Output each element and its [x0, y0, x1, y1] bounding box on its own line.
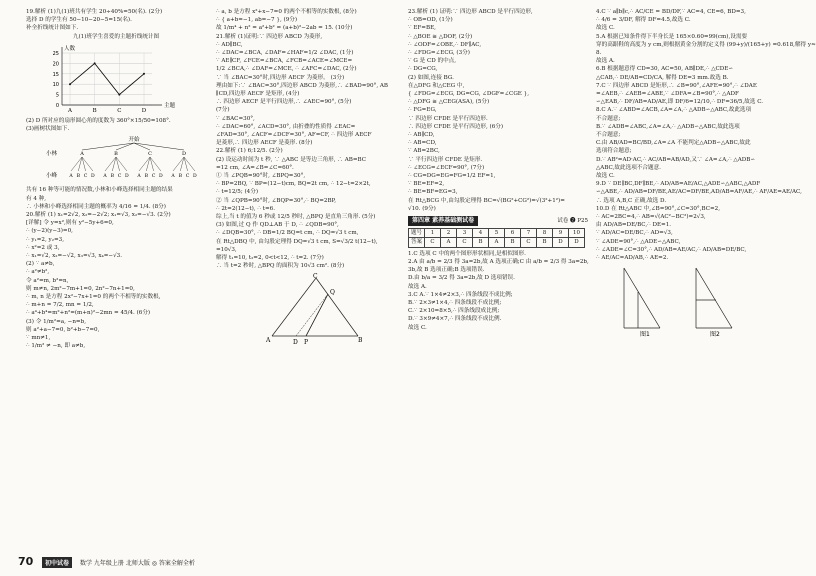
- text-line: ∵ G 是 CD 的中点,: [408, 58, 457, 65]
- data-point: [94, 62, 96, 64]
- table-cell: 1: [425, 229, 441, 238]
- text-line: 有 4 种,: [26, 195, 47, 202]
- text-line: 共有 16 种等可能的情况数,小林和小峰选择相同主题的结果: [26, 187, 173, 194]
- triangle-figure-svg: [266, 274, 366, 344]
- column-2: [216, 8, 400, 347]
- text-line: ∵ AE∥CF, ∠FCE=∠BCA, ∠FCB=∠ACE=∠MCE=: [216, 58, 353, 65]
- text-line: ∵ AB=2BC,: [408, 148, 440, 155]
- data-point: [118, 93, 120, 95]
- text-line: C.∵ 2×10=8×5,∴ 四条线段成比例;: [408, 308, 500, 315]
- text-line: 23.解析 (1) 证明:∵ 四边形 ABCD 是平行四边形,: [408, 9, 533, 15]
- text-line: ∴ 四边形 AECF 是平行四边形,∴ ∠AEC=90°, (5分): [216, 99, 352, 106]
- table-cell: 题号: [409, 229, 425, 238]
- figure-1: [616, 264, 676, 338]
- text-line: ∴ ∠DAC=60°, ∠ACD=30°, 由折叠的性质得 ∠EAC=: [216, 123, 356, 130]
- table-cell: 9: [553, 229, 569, 238]
- y-tick-label: 5: [55, 92, 59, 99]
- text-line: 综上,当 t 的值为 6 秒或 12/5 秒时, △BPQ 是直角三角形. (5分): [216, 214, 376, 221]
- text-line: ∴ a²≠b²,: [26, 269, 50, 276]
- text-line: 不合题意;: [596, 132, 621, 139]
- fig-label: B: [358, 336, 363, 344]
- fig-label: D: [293, 338, 298, 346]
- table-cell: 6: [505, 229, 521, 238]
- text-line: 故 1/m⁴ + n² = a²+b² = (a+b)²−2ab = 15. (10分): [216, 25, 353, 32]
- text-line: 9.D ∵ DE∥BC,DF∥BE,∴ AD/AB=AE/AC,△ADE∽△ABC,△ADF: [596, 181, 761, 188]
- text-line: 5.A 根据已知条件得下半身长是 165×0.60=99(cm),设需要: [596, 33, 748, 40]
- text-line: B.∵ 2×3≠1×4,∴ 四条线段不成比例;: [408, 299, 502, 306]
- text-line: D.∵ AB²=AD·AC,∴ AC/AB=AB/AD,又∵ ∠A=∠A,∴ △ADB∽: [596, 156, 756, 163]
- text-line: 故选 A.: [408, 283, 427, 290]
- text-line: ∴ m+n = 7/2, mn = 1/2,: [26, 302, 94, 309]
- fig-label: Q: [330, 288, 335, 296]
- text-line: ∴ ∠DQB=30°, ∴ DB=1/2 BQ=t cm, ∴ DQ=√3 t cm,: [216, 230, 359, 237]
- answer-table: [408, 228, 585, 247]
- text-line: ∴ AC=2BC=4,∴ AB=√(AC²−BC²)=2√3,: [596, 214, 706, 221]
- y-axis-label: 人数: [64, 45, 76, 52]
- text-line: (3)画树状图如下.: [26, 126, 70, 133]
- table-cell: B: [505, 238, 521, 247]
- text-line: (2) D 所对应的扇形圆心角的度数为 360°×15/50=108°.: [26, 117, 171, 124]
- text-line: △CAB,∴ DE/AB=CD/CA, 解得 DE=3 mm.故选 B.: [596, 74, 729, 81]
- text-line: 在 Rt△DBQ 中, 由勾股定理得 DQ=√3 t cm, S=√3/2 t(12−t),: [216, 238, 378, 245]
- page-footer: [0, 551, 800, 571]
- y-tick-label: 10: [52, 82, 59, 89]
- text-line: [详解] 令 y=x²,则有 y²−5y+6=0,: [26, 220, 114, 227]
- tree-node: D: [159, 174, 163, 180]
- text-line: D.∵ 3×9≠4×7,∴ 四条线段不成比例.: [408, 316, 502, 323]
- text-line: ∵ 平行四边形 CFDE 是矩形.: [408, 156, 483, 163]
- text-line: 故选 C.: [596, 25, 615, 32]
- text-line: ∵ mn≠1,: [26, 335, 51, 342]
- tree-node: C: [148, 151, 152, 158]
- tree-node: A: [171, 174, 175, 180]
- x-tick-label: A: [68, 107, 72, 114]
- text-line: =∠AEB,∴ ∠AEB=∠ABE,∵ ∠DFA=∠B=90°,∴ △ADF: [596, 91, 739, 98]
- text-line: ∴ y₁=2, y₂=3,: [26, 236, 64, 243]
- text-line: ∴ x²=2 或 3,: [26, 244, 60, 251]
- table-row: [409, 229, 585, 238]
- x-axis-label: 主题: [164, 102, 176, 109]
- y-tick-label: 25: [52, 50, 59, 57]
- tree-node: B: [144, 174, 148, 180]
- brand-badge: 初中试卷: [42, 557, 72, 568]
- table-cell: 3: [457, 229, 473, 238]
- text-line: ∴ 小林和小峰选择相同主题的概率为 4/16 = 1/4. (8分): [26, 203, 166, 210]
- text-line: 20.解析 (1) x₁=2√2, x₂=−2√2; x₁=√3, x₂=−√3. (2分): [26, 212, 171, 219]
- y-tick-label: 0: [55, 102, 59, 109]
- text-line: (2) 设运动时间为 t 秒, ∵ △ABC 是等边三角形, ∴ AB=BC: [216, 156, 367, 163]
- tree-row-label: 小峰: [46, 173, 58, 180]
- text-line: { ∠FDG=∠ECG, DG=CG, ∠DGF=∠CGE },: [408, 91, 530, 98]
- tree-node: C: [117, 174, 122, 180]
- section-header: [408, 216, 588, 226]
- text-line: ∴ DG=CG,: [408, 66, 438, 73]
- text-line: 故选 A.: [596, 58, 615, 65]
- table-cell: C: [425, 238, 441, 247]
- text-line: 选项符合题意;: [596, 148, 632, 155]
- column-1: [26, 8, 206, 350]
- data-point: [69, 83, 71, 85]
- text-line: D.由 b/a = 3/2 得 3a=2b,故 D 选项错误.: [408, 275, 515, 282]
- table-cell: 5: [489, 229, 505, 238]
- text-line: ∵ BE=EF=2,: [408, 181, 445, 188]
- text-line: 故选 C.: [596, 173, 615, 180]
- tree-branch: [82, 143, 134, 150]
- table-cell: 8: [537, 229, 553, 238]
- footer-text: 数学 九年级上册 北师大版 ◎ 答案全解全析: [80, 560, 195, 567]
- text-line: 解得 t₁=10, t₂=2, 0<t<12, ∴ t=2. (7分): [216, 255, 324, 262]
- table-cell: B: [537, 238, 553, 247]
- table-cell: C: [521, 238, 537, 247]
- text-line: ∴ 2t=2(12−t), ∴ t=6.: [216, 205, 275, 212]
- tree-node: B: [76, 174, 80, 180]
- text-line: 是菱形,∴ 四边形 AECF 是菱形. (8分): [216, 140, 313, 147]
- text-line: ∴ ∠ECG=∠ECF=90°, (7分): [408, 164, 485, 171]
- text-line: 在 Rt△BCG 中,由勾股定理得 BC=√(BG²+CG²)=√(3²+1²)=: [408, 197, 565, 204]
- table-cell: 7: [521, 229, 537, 238]
- text-line: ∠FAD=30°, ∠ACF=∠DCF=30°, AF=CF, ∴ 四边形 AECF: [216, 132, 372, 139]
- text-line: ∴ 1/m² ≠ −n, 即 a≠b,: [26, 343, 86, 350]
- fig-label: C: [313, 272, 318, 280]
- section-page-ref: 试卷 ➋ P25: [557, 218, 588, 225]
- text-line: 2.A 由 a/b = 2/3 得 3a=2b,故 A 选项正确;C 由 a/b = 2/3 得 3a=2b,: [408, 258, 589, 265]
- column-4: [596, 8, 816, 339]
- tree-row-label: 小林: [46, 151, 58, 158]
- tree-diagram: [46, 135, 206, 186]
- series-line: [70, 63, 144, 94]
- text-line: 选择 D 的学生有 50−10−20−5=15(名).: [26, 17, 132, 24]
- text-line: ∴ ∠DAC=∠BCA, ∠DAF=∠HAF=1/2 ∠DAC, (1分): [216, 50, 354, 57]
- text-line: ∵ ∠ADE=90°,∴ △ADE∽△ABC,: [596, 238, 681, 245]
- text-line: 令 a²=m, b²=n,: [26, 277, 69, 284]
- text-line: ∴ ∠ADE=∠C=30°,∴ AD/AB=AE/AC,∴ AD/AB=DE/BC,: [596, 246, 747, 253]
- text-line: (3) 如图,过 Q 作 QD⊥AB 于 D, ∴ ∠QDB=90°,: [216, 222, 339, 229]
- text-line: ∴ CG=DG=EG=FG=1/2 EF=1,: [408, 173, 496, 180]
- line-chart: [40, 43, 190, 117]
- text-line: ∴ 四边形 CFDE 是平行四边形, (6分): [408, 123, 504, 130]
- text-line: 在△DFG 和△CEG 中,: [408, 82, 465, 89]
- tree-node: A: [69, 174, 73, 180]
- data-point: [143, 73, 145, 75]
- tree-node: A: [137, 174, 141, 180]
- text-line: 1.C 选项 C 中的两个图形形状相同,是相似图形.: [408, 250, 526, 257]
- text-line: ∵ ∠BAC=30°,: [216, 115, 255, 122]
- y-tick-label: 15: [52, 71, 59, 78]
- text-line: (7分): [216, 107, 230, 114]
- text-line: ∴ △BOE ≅ △DOF, (2分): [408, 33, 473, 40]
- text-line: ∴ 当 t=2 秒时, △BPQ 的面积为 10√3 cm². (8分): [216, 263, 345, 270]
- tree-node: C: [151, 174, 156, 180]
- tree-node: D: [181, 151, 187, 158]
- text-line: ∴ t=12/5; (4分): [216, 189, 259, 196]
- text-line: 3.C A.∵ 1×4≠2×3,∴ 四条线段不成比例;: [408, 291, 513, 298]
- text-line: ∵ 当 ∠BAC=30°时,四边形 AECF 为菱形。 (3分): [216, 74, 345, 81]
- table-cell: C: [457, 238, 473, 247]
- text-line: 10.D 在 Rt△ABC 中,∠B=90°,∠C=30°,BC=2,: [596, 205, 721, 212]
- figure-caption: 图1: [640, 331, 650, 339]
- text-line: =12 cm, ∠A=∠B=∠C=60°.: [216, 164, 294, 171]
- text-line: ∴ AB=CD,: [408, 140, 437, 147]
- text-line: √10. (9分): [408, 205, 436, 212]
- text-line: 8.: [596, 50, 602, 57]
- table-cell: 4: [473, 229, 489, 238]
- text-line: 则 a²+a−7=0, b²+b−7=0,: [26, 326, 100, 333]
- text-line: 1/2 ∠BCA,∴ ∠DAF=∠MCE, ∴ ∠AFC=∠DAC, (2分): [216, 66, 357, 73]
- text-line: =10√3,: [216, 246, 237, 253]
- chart-caption: 九(1)班学生喜爱的主题折线统计图: [72, 33, 160, 40]
- x-tick-label: C: [117, 107, 122, 114]
- table-cell: D: [553, 238, 569, 247]
- tree-node: A: [80, 151, 84, 158]
- tree-node: D: [91, 174, 95, 180]
- tree-node: B: [110, 174, 114, 180]
- text-line: ∴ AD∥BC,: [216, 41, 243, 48]
- text-line: 故选 C.: [408, 324, 427, 331]
- tree-node: B: [114, 151, 118, 158]
- text-line: 不合题意;: [596, 115, 621, 122]
- text-line: 由 AD/AB=DE/BC,∴ DE=1.: [596, 222, 672, 229]
- line-chart-svg: [40, 43, 190, 117]
- text-line: ∴ m, n 是方程 2x²−7x+1=0 的两个不相等的实数根,: [26, 294, 161, 301]
- table-cell: B: [473, 238, 489, 247]
- text-line: ∥CD,四边形 AECF 是矩形, (4分): [216, 91, 300, 98]
- text-line: ∴ △DFG ≅ △CEG(ASA), (5分): [408, 99, 490, 106]
- table-row: [409, 238, 585, 247]
- text-line: ∴ { a+b=−1, ab=−7 }, (9分): [216, 17, 298, 24]
- x-tick-label: D: [141, 107, 147, 114]
- text-line: 21.解析 (1)证明:∵ 四边形 ABCD 为菱形,: [216, 33, 323, 40]
- text-line: ∵ 四边形 CFDE 是平行四边形.: [408, 115, 488, 122]
- section-title: 第四章 素养基础测试卷: [408, 216, 478, 226]
- text-line: 4.C ∵ a∥b∥c,∴ AC/CE = BD/DF,∵ AC=4, CE=6, BD=3,: [596, 9, 746, 15]
- page-number: 70: [18, 555, 34, 568]
- text-line: 7.C ∵ 四边形 ABCD 是矩形,∴ ∠B=90°,∠AFE=90°,∴ ∠DAE: [596, 82, 757, 89]
- text-line: 8.C A.∵ ∠ABD=∠ACB,∠A=∠A,∴ △ADB∽△ABC,故此选项: [596, 107, 752, 114]
- x-tick-label: B: [92, 107, 97, 114]
- text-line: (2) ∵ a≠b,: [26, 261, 55, 268]
- text-line: 19.解析 (1)九(1)班共有学生 20÷40%=50(名). (2分): [26, 9, 163, 15]
- text-line: (2) 如图,连接 BG.: [408, 74, 454, 81]
- text-line: 22.解析 (1) 6;12/5. (2分): [216, 148, 283, 155]
- text-line: ∴ a, b 是方程 x²+x−7=0 的两个不相等的实数根, (8分): [216, 9, 357, 15]
- text-line: ∴ ∠ODF=∠OBE,∴ DF∥AC,: [408, 41, 482, 48]
- text-line: ∴ a⁴+b⁴=m²+n²=(m+n)²−2mn = 45/4. (6分): [26, 310, 151, 317]
- column-3: [408, 8, 588, 332]
- text-line: ∽△EAB,∴ DF/AB=AD/AE,即 DF/6=12/10,∴ DF=36/5,故选 C.: [596, 99, 764, 106]
- text-line: ∴ BP=2BQ, ∵ BP=(12−t)cm, BQ=2t cm, ∴ 12−t=2×2t,: [216, 181, 371, 188]
- text-line: △ABC,故此选项不合题意.: [596, 164, 661, 171]
- text-line: 则 m≠n, 2m²−7m+1=0, 2n²−7n+1=0,: [26, 285, 135, 292]
- text-line: ∴ OB=OD, (1分): [408, 17, 453, 24]
- tree-node: D: [125, 174, 129, 180]
- text-line: 6.B 根据题意得 CD=30, AC=50, AB∥DE,∴ △CDE∽: [596, 66, 734, 73]
- text-line: ∴ ∠FDG=∠ECG, (3分): [408, 50, 470, 57]
- text-line: C.由 AB/AD=BC/BD,∠A=∠A 不能判定△ADB∽△ABC,故此: [596, 140, 751, 147]
- figures-row: [616, 264, 786, 338]
- text-line: ∴ AB∥CD,: [408, 132, 435, 139]
- fig-label: A: [266, 336, 271, 344]
- text-line: ∴ 选项 A,B,C 正确,故选 D.: [596, 197, 667, 204]
- tree-node: A: [103, 174, 107, 180]
- text-line: 补全折线统计图如下.: [26, 25, 79, 32]
- figure-2: [686, 264, 746, 338]
- y-tick-label: 20: [52, 61, 59, 68]
- text-line: ∴ BE=BF=EG=3,: [408, 189, 458, 196]
- triangle-figure: [266, 274, 400, 347]
- table-cell: A: [489, 238, 505, 247]
- text-line: ∽△ABE,∴ AD/AB=DF/BE,AE/AC=DF/BE,AD/AB=AF/AE,∴ AF/AE=AE/AC,: [596, 189, 802, 196]
- table-cell: D: [569, 238, 585, 247]
- tree-node: D: [193, 174, 197, 180]
- text-line: ∴ (y−2)(y−3)=0,: [26, 228, 73, 235]
- text-line: (3) 令 1/m²=a, −n=b,: [26, 318, 86, 325]
- text-line: ① 当 ∠PQB=90°时, ∠BPQ=30°,: [216, 173, 306, 180]
- text-line: ∴ x₁=√2, x₂=−√2, x₃=√3, x₄=−√3.: [26, 253, 122, 260]
- text-line: 理由如下:∵ ∠BAC=30°,四边形 ABCD 为菱形,∴ ∠BAD=90°, AB: [216, 82, 389, 89]
- tree-node: C: [185, 174, 190, 180]
- table-cell: 2: [441, 229, 457, 238]
- text-line: 穿的高跟鞋的高度为 y cm,则根据黄金分割的定义得 (99+y)/(165+y) =0.618,解得 y≈: [596, 41, 816, 48]
- text-line: ∵ EF=BE,: [408, 25, 436, 32]
- text-line: ∴ FG=EG,: [408, 107, 437, 114]
- table-cell: 答案: [409, 238, 425, 247]
- tree-node: C: [83, 174, 88, 180]
- tree-diagram-svg: [46, 135, 206, 183]
- table-cell: A: [441, 238, 457, 247]
- figure-caption: 图2: [710, 331, 720, 339]
- table-cell: 10: [569, 229, 585, 238]
- tree-root: 开始: [128, 137, 140, 144]
- text-line: ∴ AE/AC=AD/AB,∴ AE=2.: [596, 255, 669, 262]
- text-line: ∵ AD/AC=DE/BC,∴ AD=√3,: [596, 230, 673, 237]
- text-line: ② 当 ∠QPB=90°时, ∠BQP=30°,∴ BQ=2BP,: [216, 197, 336, 204]
- text-line: ∴ 4/6 = 3/DF, 解得 DF=4.5,故选 C.: [596, 17, 691, 24]
- text-line: 3b,故 B 选项正确;B 选项错误.: [408, 267, 485, 274]
- text-line: B.∵ ∠ADB=∠ABC,∠A=∠A,∴ △ADB∽△ABC,故此选项: [596, 123, 740, 130]
- tree-node: B: [178, 174, 182, 180]
- fig-label: P: [304, 338, 309, 346]
